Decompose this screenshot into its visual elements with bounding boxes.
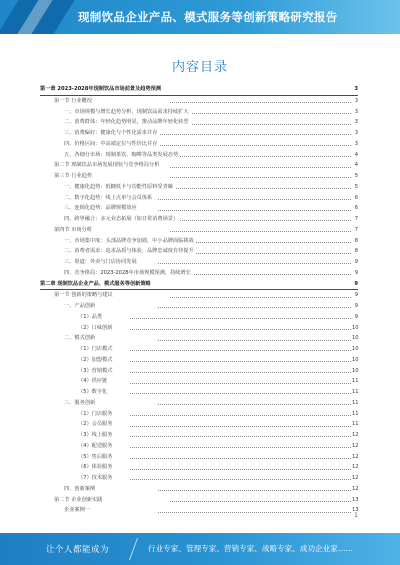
toc-entry-page: 3: [354, 140, 358, 147]
toc-entry-label: （2）加盟模式: [78, 355, 114, 366]
toc-dot-leader: [158, 134, 351, 135]
toc-entry-label: 四、价格区间：中高端定位与性价比并存: [64, 139, 159, 150]
toc-entry-page: 9: [354, 313, 358, 320]
toc-entry-label: 第二章 现制饮品企业产品、模式服务等创新策略: [40, 279, 153, 290]
toc-entry-page: 11: [352, 378, 359, 385]
toc-entry-page: 3: [354, 108, 358, 115]
toc-dot-leader: [158, 512, 351, 513]
page-number: 1: [354, 512, 358, 519]
table-of-contents: [40, 84, 358, 516]
toc-entry-label: 四、跨界融合：多元业态拓展（如日常消费场景）: [64, 214, 180, 225]
toc-entry-page: 10: [352, 356, 359, 363]
toc-entry[interactable]: [40, 257, 358, 268]
toc-dot-leader: [158, 188, 351, 189]
toc-entry-page: 10: [352, 335, 359, 342]
toc-dot-leader: [130, 469, 351, 470]
toc-entry-label: （1）门店模式: [78, 344, 114, 355]
toc-entry-label: 三、渠道：外卖与门店协同发展: [64, 257, 139, 268]
toc-entry-page: 12: [352, 442, 359, 449]
toc-entry-page: 10: [352, 346, 359, 352]
toc-entry[interactable]: [40, 246, 358, 257]
toc-entry[interactable]: [40, 473, 358, 484]
toc-entry-page: 9: [354, 292, 358, 299]
footer-banner: [0, 533, 400, 565]
toc-entry-label: 第二节 企业创新实践: [54, 495, 104, 506]
toc-dot-leader: [130, 350, 351, 351]
toc-entry-page: 9: [354, 259, 358, 265]
toc-dot-leader: [158, 307, 351, 308]
footer-slogan: 让个人都能成为: [46, 545, 110, 555]
toc-dot-leader: [158, 263, 351, 264]
toc-entry[interactable]: [40, 462, 358, 473]
toc-entry[interactable]: [40, 344, 358, 355]
toc-entry-page: 13: [352, 507, 359, 514]
toc-entry-page: 12: [352, 485, 359, 492]
toc-entry[interactable]: [40, 96, 358, 107]
toc-dot-leader: [158, 220, 351, 221]
toc-entry-page: 12: [352, 475, 359, 481]
toc-entry-label: 一、健康化趋势：低糖低卡与功能性原料受青睐: [64, 182, 175, 193]
toc-dot-leader: [130, 329, 351, 330]
toc-entry-page: 3: [354, 97, 358, 104]
toc-dot-leader: [130, 372, 351, 373]
toc-dot-leader: [170, 501, 351, 502]
toc-entry[interactable]: [40, 441, 358, 452]
toc-entry[interactable]: [40, 117, 358, 128]
toc-entry[interactable]: [40, 398, 358, 409]
toc-entry-label: （2）会员服务: [78, 419, 114, 430]
toc-entry-label: （6）体验服务: [78, 462, 114, 473]
toc-entry[interactable]: [40, 366, 358, 377]
toc-dot-leader: [158, 156, 351, 157]
toc-entry[interactable]: [40, 182, 358, 193]
toc-entry[interactable]: [40, 225, 358, 236]
toc-dot-leader: [130, 426, 351, 427]
toc-entry[interactable]: [40, 139, 358, 150]
toc-entry-page: 7: [354, 226, 358, 233]
toc-entry[interactable]: [40, 312, 358, 323]
toc-dot-leader: [170, 297, 351, 298]
toc-entry[interactable]: [40, 323, 358, 334]
toc-entry-label: 四、创新案例: [64, 484, 97, 495]
toc-entry-label: 二、数字化趋势：线上点单与会员体系: [64, 193, 154, 204]
toc-entry-page: 12: [352, 453, 359, 460]
toc-entry[interactable]: [40, 484, 358, 495]
toc-dot-leader: [130, 361, 351, 362]
toc-entry-label: 第一章 2023-2028年现制饮品市场前景及趋势预测: [40, 84, 163, 95]
toc-dot-leader: [158, 210, 351, 211]
toc-entry-page: 6: [354, 205, 358, 212]
toc-entry-page: 4: [354, 151, 358, 158]
toc-entry[interactable]: [40, 290, 358, 301]
toc-dot-leader: [158, 340, 351, 341]
toc-entry-page: 9: [354, 303, 358, 309]
toc-entry-label: 三、服务创新: [64, 398, 97, 409]
toc-entry-label: 第三节 行业趋势: [54, 171, 94, 182]
toc-entry[interactable]: [40, 128, 358, 139]
toc-entry-label: 第一节 行业概况: [54, 96, 94, 107]
toc-entry[interactable]: [40, 452, 358, 463]
toc-entry-page: 13: [352, 496, 359, 503]
toc-dot-leader: [158, 145, 351, 146]
toc-entry[interactable]: [40, 355, 358, 366]
toc-entry-label: 二、消费者需求：追求品质与体验，品牌忠诚度有待提升: [64, 246, 196, 257]
toc-dot-leader: [170, 167, 351, 168]
toc-entry[interactable]: [40, 150, 358, 161]
toc-dot-leader: [130, 458, 351, 459]
toc-entry[interactable]: [40, 107, 358, 118]
toc-entry-label: （1）品类: [78, 312, 104, 323]
toc-entry[interactable]: [40, 333, 358, 344]
toc-entry-label: （4）供应链: [78, 376, 109, 387]
toc-entry[interactable]: [40, 193, 358, 204]
toc-entry[interactable]: [40, 495, 358, 506]
toc-entry-page: 12: [352, 432, 359, 438]
toc-entry[interactable]: [40, 505, 358, 516]
toc-entry-page: 11: [352, 389, 359, 395]
toc-entry[interactable]: [40, 268, 358, 279]
toc-entry-page: 8: [354, 248, 358, 255]
report-title: 现制饮品企业产品、模式服务等创新策略研究报告: [78, 10, 338, 24]
toc-dot-leader: [130, 393, 351, 394]
toc-entry-page: 3: [354, 130, 358, 136]
toc-entry[interactable]: [40, 203, 358, 214]
toc-entry[interactable]: [40, 214, 358, 225]
toc-dot-leader: [130, 383, 351, 384]
toc-entry-page: 10: [352, 324, 359, 331]
toc-entry-label: 第二节 现制饮品市场发展现状与竞争格局分析: [54, 160, 161, 171]
toc-dot-leader: [158, 404, 351, 405]
footer-tagline: 行业专家、管理专家、营销专家、战略专家、成功企业家……: [148, 544, 354, 553]
toc-entry-page: 9: [354, 280, 358, 287]
toc-entry-page: 5: [354, 173, 358, 179]
toc-dot-leader: [130, 447, 351, 448]
toc-entry-label: 三、连锁化趋势：品牌规模效应: [64, 203, 139, 214]
toc-entry-page: 3: [354, 86, 358, 92]
toc-entry[interactable]: [40, 409, 358, 420]
toc-entry[interactable]: [40, 430, 358, 441]
toc-entry-page: 12: [352, 464, 359, 471]
toc-entry-label: （1）门店服务: [78, 409, 114, 420]
toc-entry-label: （3）营销模式: [78, 366, 114, 377]
toc-entry-label: 第四节 市场分析: [54, 225, 94, 236]
toc-entry-page: 11: [352, 410, 359, 417]
toc-dot-leader: [158, 199, 351, 200]
toc-entry-page: 11: [352, 421, 359, 428]
toc-entry-page: 8: [354, 237, 358, 244]
toc-entry[interactable]: [40, 236, 358, 247]
toc-entry-label: 企业案例一: [64, 505, 92, 516]
toc-entry-label: 一、市场规模与增长趋势分析，现制饮品需求持续扩大: [64, 107, 191, 118]
toc-entry-label: 二、模式创新: [64, 333, 97, 344]
toc-heading: 内容目录: [171, 60, 228, 75]
toc-dot-leader: [130, 479, 351, 480]
toc-entry-label: 五、各细分市场：现制茶饮、咖啡等品类发展态势: [64, 150, 180, 161]
toc-dot-leader: [130, 436, 351, 437]
toc-entry-label: （2）口味创新: [78, 323, 114, 334]
toc-entry-label: 四、竞争格局：2023-2028年市场规模预测，持续增长: [64, 268, 193, 279]
toc-entry-page: 3: [354, 119, 358, 126]
toc-entry[interactable]: [40, 301, 358, 312]
toc-entry-label: （5）数字化: [78, 387, 109, 398]
footer-separator: [129, 538, 138, 560]
toc-entry[interactable]: [40, 387, 358, 398]
toc-entry-label: （7）技术服务: [78, 473, 114, 484]
toc-dot-leader: [170, 231, 351, 232]
toc-entry-label: （3）线上服务: [78, 430, 114, 441]
toc-chapter-entry[interactable]: [40, 279, 358, 291]
report-header-banner: [0, 0, 400, 34]
toc-entry-label: 一、产品创新: [64, 301, 97, 312]
toc-entry-page: 9: [354, 269, 358, 276]
toc-entry-label: （5）售后服务: [78, 452, 114, 463]
toc-dot-leader: [170, 177, 351, 178]
toc-dot-leader: [130, 318, 351, 319]
toc-entry[interactable]: [40, 160, 358, 171]
toc-entry-label: 二、消费群体：年轻化趋势明显，推动品牌年轻化转型: [64, 117, 191, 128]
toc-dot-leader: [158, 490, 351, 491]
toc-chapter-entry[interactable]: [40, 84, 358, 96]
toc-entry-page: 6: [354, 194, 358, 201]
toc-dot-leader: [130, 415, 351, 416]
toc-entry-label: （4）配送服务: [78, 441, 114, 452]
toc-entry-page: 4: [354, 162, 358, 169]
toc-entry-page: 7: [354, 216, 358, 222]
toc-entry-page: 5: [354, 183, 358, 190]
toc-entry[interactable]: [40, 419, 358, 430]
toc-entry-label: 一、市场集中度：头部品牌竞争加剧，中小品牌面临挑战: [64, 236, 196, 247]
toc-entry[interactable]: [40, 376, 358, 387]
toc-dot-leader: [170, 102, 351, 103]
toc-entry-label: 三、消费偏好：健康化与个性化需求并存: [64, 128, 159, 139]
toc-entry[interactable]: [40, 171, 358, 182]
toc-entry-label: 第一节 创新的策略与建议: [54, 290, 115, 301]
toc-entry-page: 11: [352, 399, 359, 406]
toc-entry-page: 10: [352, 367, 359, 374]
